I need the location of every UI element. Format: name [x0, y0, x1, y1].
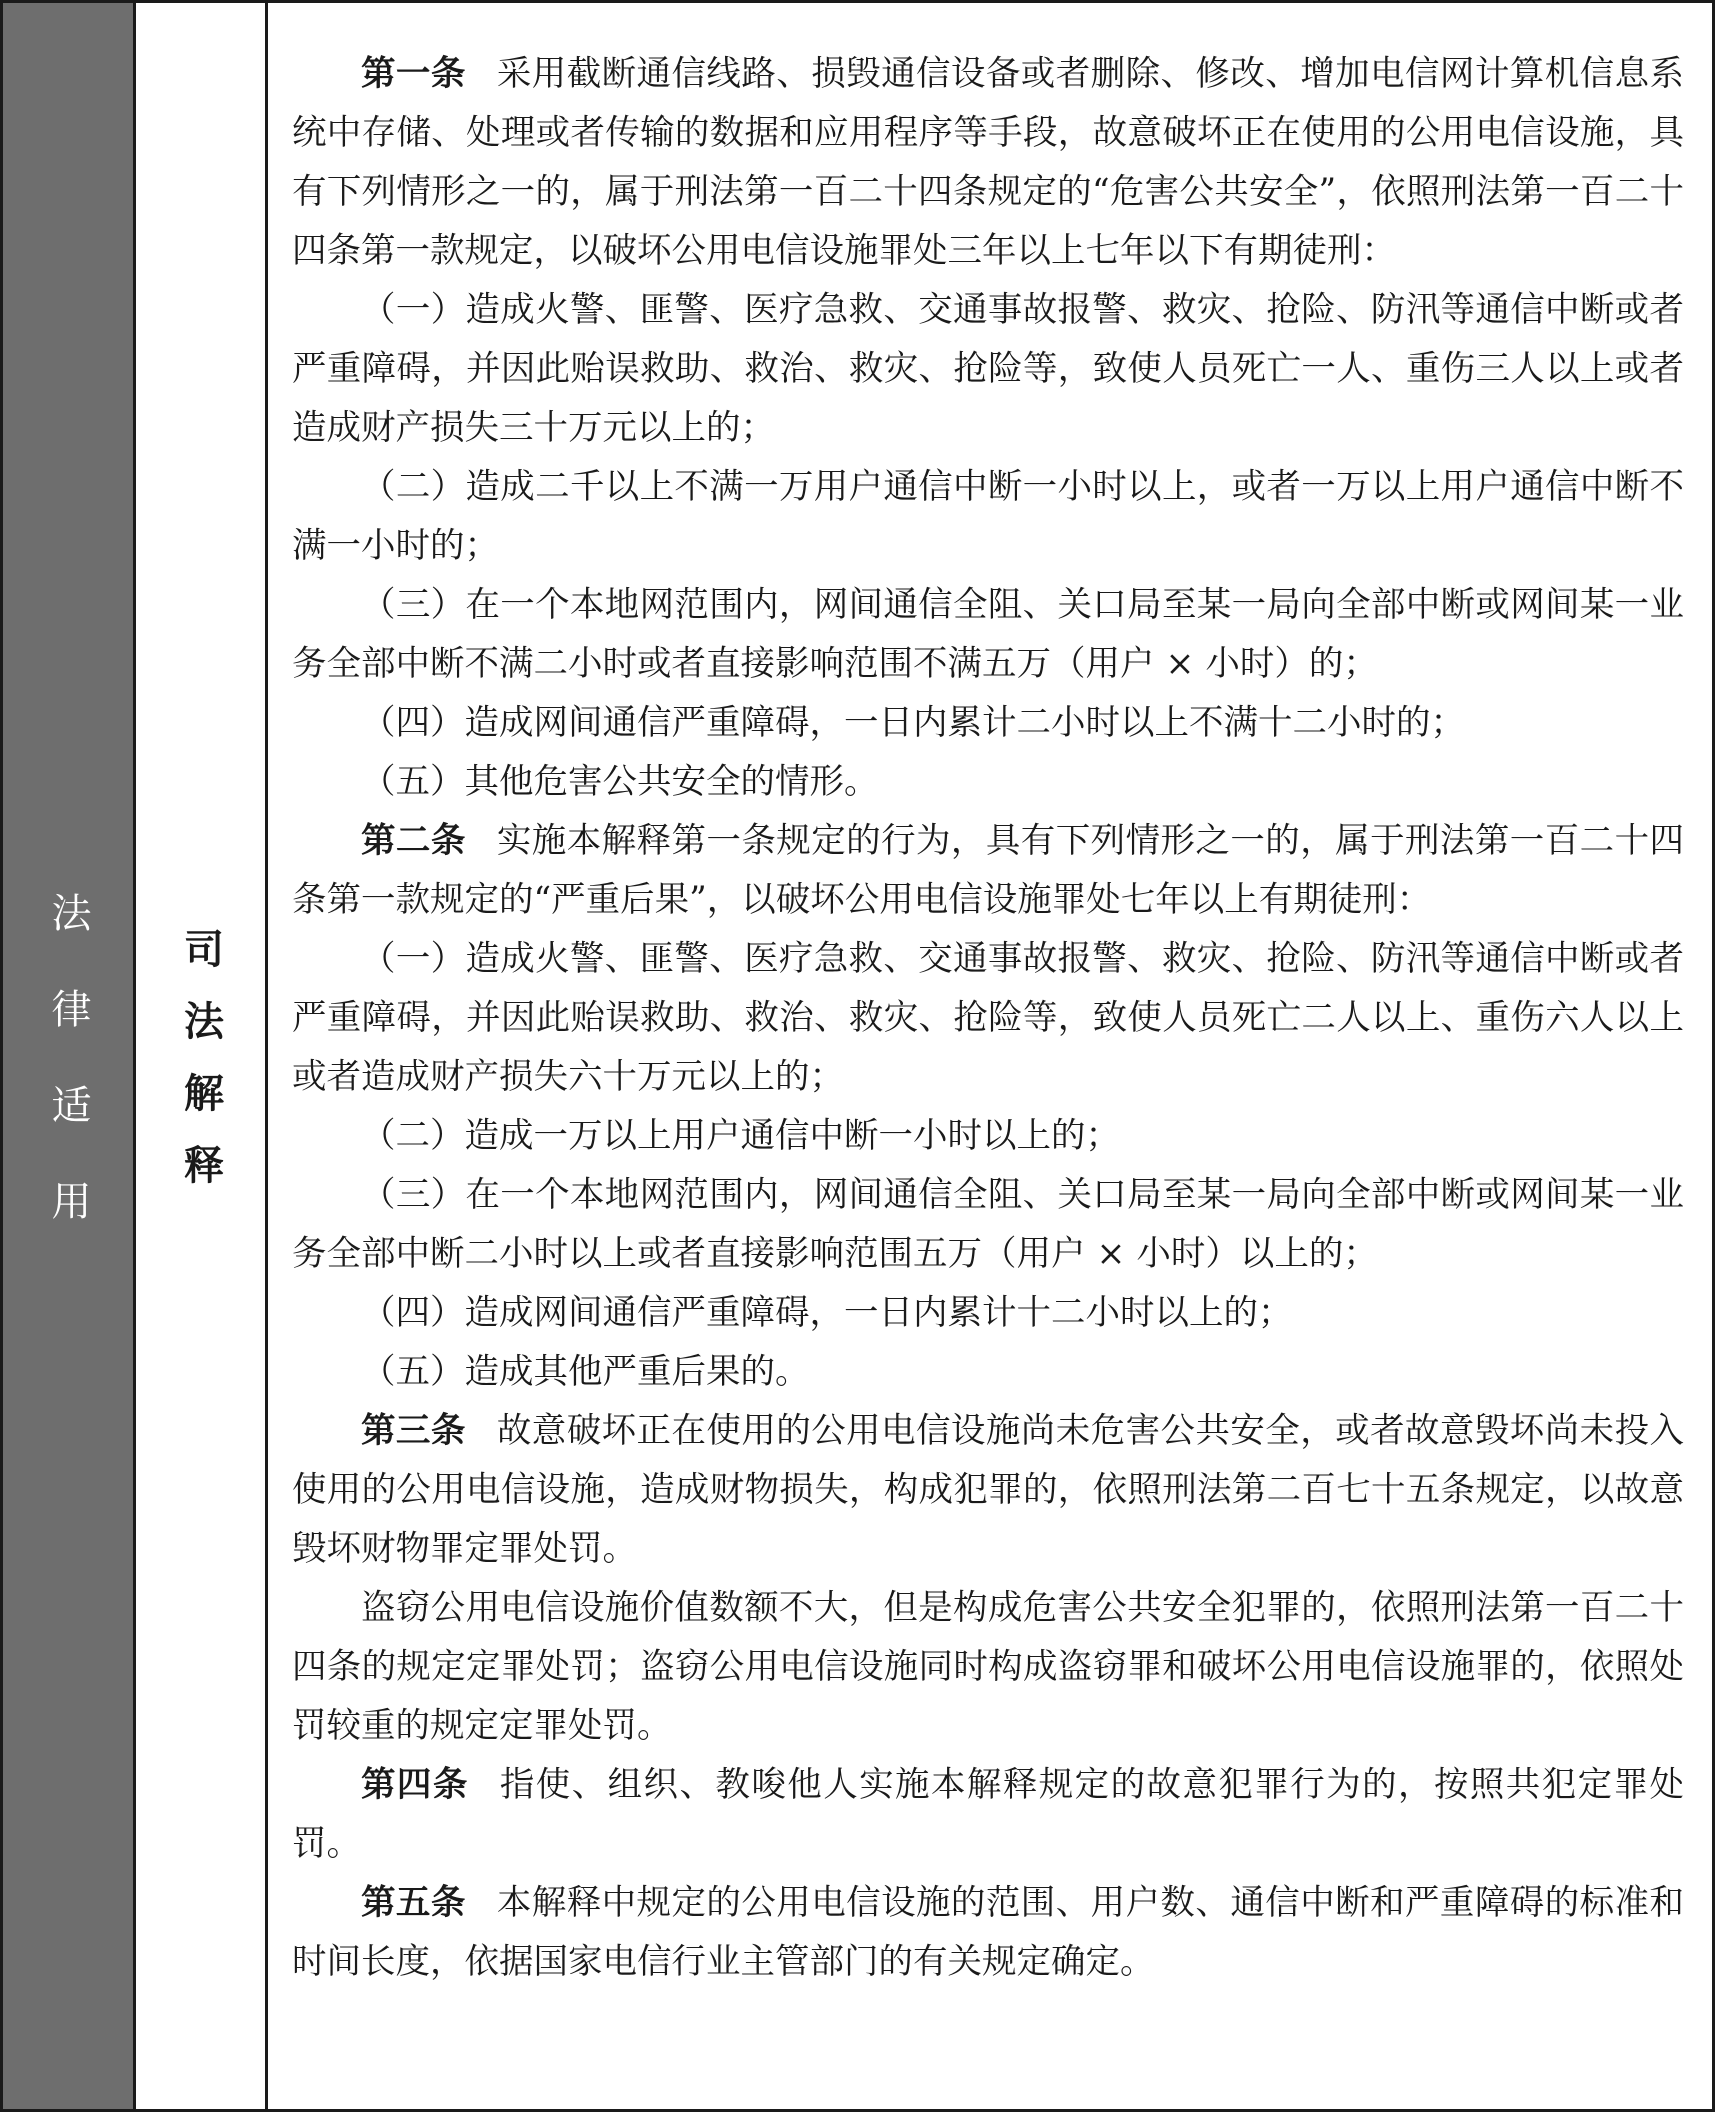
- article-text: 采用截断通信线路、损毁通信设备或者删除、修改、增加电信网计算机信息系统中存储、处理或者传输的数据和应用程序等手段，故意破坏正在使用的公用电信设施，具有下列情形之一的，属于刑法第一百二十四条规定的“危害公共安全”，依照刑法第一百二十四条第一款规定，以破坏公用电信设施罪处三年以上七年以下有期徒刑：: [292, 54, 1685, 271]
- article-heading: 第四条: [361, 1765, 469, 1805]
- article-text: 本解释中规定的公用电信设施的范围、用户数、通信中断和严重障碍的标准和时间长度，依据国家电信行业主管部门的有关规定确定。: [292, 1883, 1685, 1982]
- article-1: [292, 45, 1684, 281]
- content-column: [268, 3, 1712, 2109]
- article-heading: 第三条: [361, 1411, 466, 1451]
- article-2: [292, 812, 1684, 930]
- clause-item: （二）造成一万以上用户通信中断一小时以上的；: [361, 1116, 1120, 1156]
- category-label: 法律适用: [45, 892, 91, 1276]
- clause-item: （五）其他危害公共安全的情形。: [361, 762, 879, 802]
- subcategory-label: 司法解释: [177, 928, 224, 1216]
- article-4: [292, 1756, 1684, 1874]
- article-text: 实施本解释第一条规定的行为，具有下列情形之一的，属于刑法第一百二十四条第一款规定的“严重后果”，以破坏公用电信设施罪处七年以上有期徒刑：: [292, 821, 1685, 920]
- clause-item: （三）在一个本地网范围内，网间通信全阻、关口局至某一局向全部中断或网间某一业务全部中断不满二小时或者直接影响范围不满五万（用户 × 小时）的；: [292, 585, 1684, 684]
- article-3: [292, 1402, 1684, 1579]
- article-text: 指使、组织、教唆他人实施本解释规定的故意犯罪行为的，按照共犯定罪处罚。: [292, 1765, 1685, 1864]
- article-heading: 第一条: [361, 54, 466, 94]
- clause-item: （四）造成网间通信严重障碍，一日内累计二小时以上不满十二小时的；: [361, 703, 1465, 743]
- clause-item: （三）在一个本地网范围内，网间通信全阻、关口局至某一局向全部中断或网间某一业务全部中断二小时以上或者直接影响范围五万（用户 × 小时）以上的；: [292, 1175, 1684, 1274]
- subcategory-column: [136, 3, 268, 2109]
- article-5: [292, 1874, 1684, 1992]
- clause-item: （一）造成火警、匪警、医疗急救、交通事故报警、救灾、抢险、防汛等通信中断或者严重障碍，并因此贻误救助、救治、救灾、抢险等，致使人员死亡二人以上、重伤六人以上或者造成财产损失六十万元以上的；: [292, 939, 1684, 1097]
- clause-item: （二）造成二千以上不满一万用户通信中断一小时以上，或者一万以上用户通信中断不满一小时的；: [292, 467, 1684, 566]
- clause-item: （五）造成其他严重后果的。: [361, 1352, 810, 1392]
- clause-item: （四）造成网间通信严重障碍，一日内累计十二小时以上的；: [361, 1293, 1293, 1333]
- article-heading: 第二条: [361, 821, 466, 861]
- article-paragraph: 盗窃公用电信设施价值数额不大，但是构成危害公共安全犯罪的，依照刑法第一百二十四条的规定定罪处罚；盗窃公用电信设施同时构成盗窃罪和破坏公用电信设施罪的，依照处罚较重的规定定罪处罚。: [292, 1588, 1684, 1746]
- category-column: [3, 3, 136, 2109]
- article-text: 故意破坏正在使用的公用电信设施尚未危害公共安全，或者故意毁坏尚未投入使用的公用电信设施，造成财物损失，构成犯罪的，依照刑法第二百七十五条规定，以故意毁坏财物罪定罪处罚。: [292, 1411, 1685, 1569]
- article-heading: 第五条: [361, 1883, 466, 1923]
- clause-item: （一）造成火警、匪警、医疗急救、交通事故报警、救灾、抢险、防汛等通信中断或者严重障碍，并因此贻误救助、救治、救灾、抢险等，致使人员死亡一人、重伤三人以上或者造成财产损失三十万元以上的；: [292, 290, 1684, 448]
